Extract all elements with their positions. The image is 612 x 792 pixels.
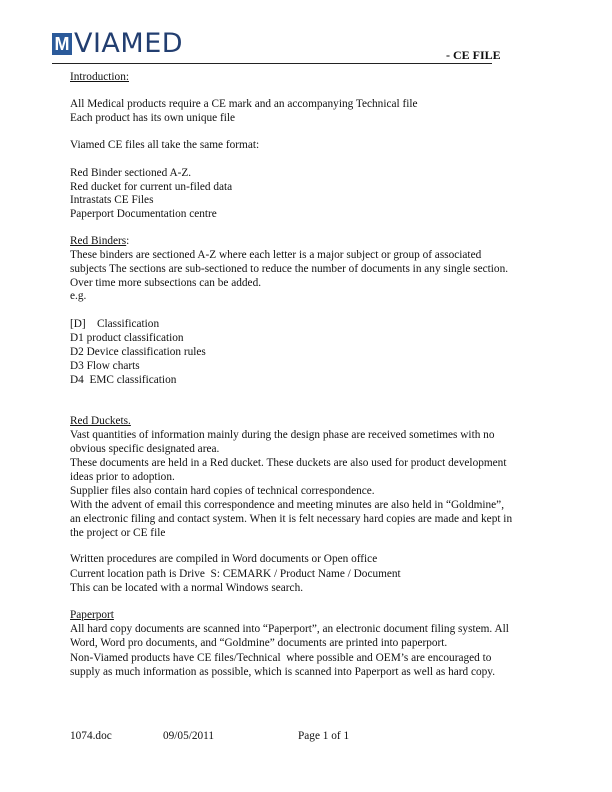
section-heading-red-binders	[70, 235, 129, 248]
body-line: e.g.	[70, 290, 87, 302]
body-line: subjects The sections are sub-sectioned to reduce the number of documents in any single section.	[70, 263, 509, 275]
heading-suffix: :	[126, 235, 130, 247]
format-item: Red ducket for current un-filed data	[70, 181, 233, 193]
body-line: the project or CE file	[70, 527, 166, 539]
body-line: These documents are held in a Red ducket. These duckets are also used for product development	[70, 457, 507, 469]
body-line: These binders are sectioned A-Z where each letter is a major subject or group of associated	[70, 249, 482, 261]
example-item: D4 EMC classification	[70, 374, 177, 386]
section-heading-paperport: Paperport	[70, 609, 114, 621]
section-heading-introduction: Introduction:	[70, 71, 129, 83]
body-line: Supplier files also contain hard copies of technical correspondence.	[70, 485, 375, 497]
body-line: obvious specific designated area.	[70, 443, 220, 455]
example-item: D3 Flow charts	[70, 360, 140, 372]
viamed-logo	[52, 28, 184, 59]
example-item: D1 product classification	[70, 332, 184, 344]
logo-text: VIAMED	[74, 28, 184, 59]
format-item: Paperport Documentation centre	[70, 208, 217, 220]
body-line: Current location path is Drive S: CEMARK / Product Name / Document	[70, 568, 401, 580]
body-line: All Medical products require a CE mark and an accompanying Technical file	[70, 98, 418, 110]
body-line: All hard copy documents are scanned into “Paperport”, an electronic document filing system. All	[70, 623, 509, 635]
body-line: Each product has its own unique file	[70, 112, 236, 124]
body-line: Non-Viamed products have CE files/Technical where possible and OEM’s are encouraged to	[70, 652, 492, 664]
example-item: [D] Classification	[70, 318, 160, 330]
body-line: an electronic filing and contact system. When it is felt necessary hard copies are made and kept in	[70, 513, 513, 525]
format-item: Intrastats CE Files	[70, 194, 154, 206]
body-line: Viamed CE files all take the same format:	[70, 139, 260, 151]
body-line: Vast quantities of information mainly during the design phase are received sometimes with no	[70, 429, 495, 441]
body-line: Over time more subsections can be added.	[70, 277, 262, 289]
header-rule	[52, 63, 492, 64]
logo-mark-icon: M	[52, 33, 72, 55]
body-line: With the advent of email this correspondence and meeting minutes are also held in “Goldmine”,	[70, 499, 505, 511]
body-line: supply as much information as possible, which is scanned into Paperport as well as hard copy.	[70, 666, 496, 678]
example-item: D2 Device classification rules	[70, 346, 206, 358]
heading-text: Red Binders	[70, 235, 127, 247]
footer-page-number: Page 1 of 1	[298, 730, 350, 742]
footer-date: 09/05/2011	[163, 730, 215, 742]
body-line: Word, Word pro documents, and “Goldmine” documents are printed into paperport.	[70, 637, 448, 649]
footer-filename: 1074.doc	[70, 730, 112, 742]
format-item: Red Binder sectioned A-Z.	[70, 167, 192, 179]
body-line: Written procedures are compiled in Word documents or Open office	[70, 553, 378, 565]
section-heading-red-duckets: Red Duckets.	[70, 415, 131, 427]
document-title: - CE FILE	[446, 48, 501, 62]
body-line: ideas prior to adoption.	[70, 471, 175, 483]
body-line: This can be located with a normal Windows search.	[70, 582, 304, 594]
